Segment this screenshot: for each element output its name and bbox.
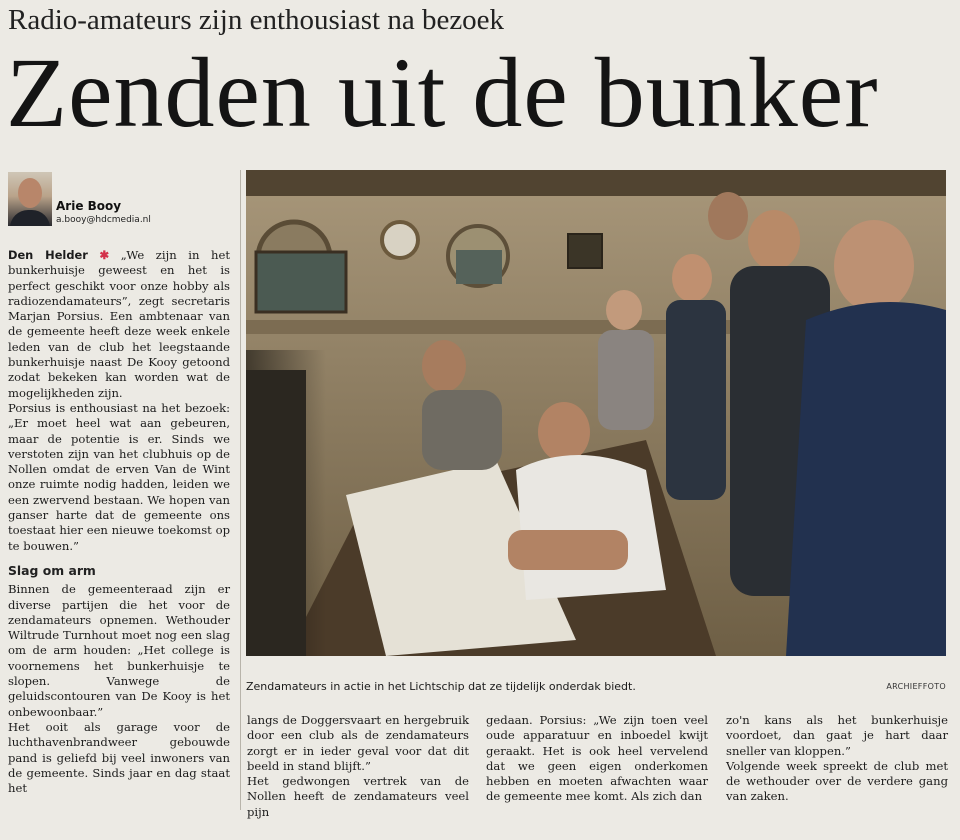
article-kicker: Radio-amateurs zijn enthousiast na bezoek — [8, 4, 505, 36]
author-portrait — [8, 172, 52, 226]
asterisk-icon: ✱ — [99, 248, 110, 262]
author-name: Arie Booy — [56, 199, 122, 213]
subheading: Slag om arm — [8, 562, 96, 578]
column-3 — [486, 713, 708, 805]
paragraph: Binnen de gemeenteraad zijn er diverse partijen die het voor de zendamateurs opnemen. Wethouder Wiltrude Turnhout moet nog een slag om de arm houden: „Het college is voornemens het bunkerhuisje te slopen. Vanwege de geluidscontouren van De Kooy is het onbewoonbaar.” — [8, 582, 230, 719]
paragraph: Volgende week spreekt de club met de wethouder over de verdere gang van zaken. — [726, 758, 948, 804]
paragraph: Het gedwongen vertrek van de Nollen heeft de zendamateurs veel pijn — [247, 774, 469, 819]
paragraph-text: „We zijn in het bunkerhuisje geweest en het is perfect geschikt voor onze hobby als radiozendamateurs”, zegt secretaris Marjan Porsius. Een ambtenaar van de gemeente heeft deze week enkele leden van de club het leegstaande bunkerhuisje naast De Kooy getoond zodat bekeken kan worden wat de mogelijkheden zijn. — [8, 248, 231, 400]
paragraph: langs de Doggersvaart en hergebruik door een club als de zendamateurs zorgt er in ieder geval voor dat dit beeld in stand blijft.” — [247, 713, 469, 773]
column-4 — [726, 713, 948, 805]
photo-illustration — [246, 170, 946, 656]
column-1 — [8, 248, 230, 796]
photo-credit: ARCHIEFFOTO — [886, 682, 946, 691]
lead-paragraph — [8, 248, 230, 401]
column-2 — [247, 713, 469, 820]
paragraph: gedaan. Porsius: „We zijn toen veel oude apparatuur en inboedel kwijt geraakt. Het is ook heel vervelend dat we geen eigen onderkomen hebben en moeten afwachten waar de gemeente mee komt. Als zich dan — [486, 713, 708, 804]
paragraph: Het ooit als garage voor de luchthavenbrandweer gebouwde pand is geliefd bij veel inwoners van de gemeente. Sinds jaar en dag staat het — [8, 719, 230, 796]
byline — [8, 172, 238, 232]
article-photo — [246, 170, 946, 656]
photo-caption: Zendamateurs in actie in het Lichtschip dat ze tijdelijk onderdak biedt. — [246, 680, 636, 693]
paragraph: Porsius is enthousiast na het bezoek: „Er moet heel wat aan gebeuren, maar de potentie is er. Sinds we verstoten zijn van het clubhuis op de Nollen omdat de erven Van de Wint onze ruimte nodig hadden, leiden we een zwervend bestaan. We hopen van ganser harte dat de gemeente ons toestaat hier een nieuwe toekomst op te bouwen.” — [8, 400, 230, 553]
column-divider — [240, 170, 241, 810]
article-headline: Zenden uit de bunker — [6, 37, 879, 148]
dateline: Den Helder — [8, 248, 88, 262]
author-email: a.booy@hdcmedia.nl — [56, 215, 151, 225]
paragraph: zo'n kans als het bunkerhuisje voordoet, dan gaat je hart daar sneller van kloppen.” — [726, 713, 948, 758]
